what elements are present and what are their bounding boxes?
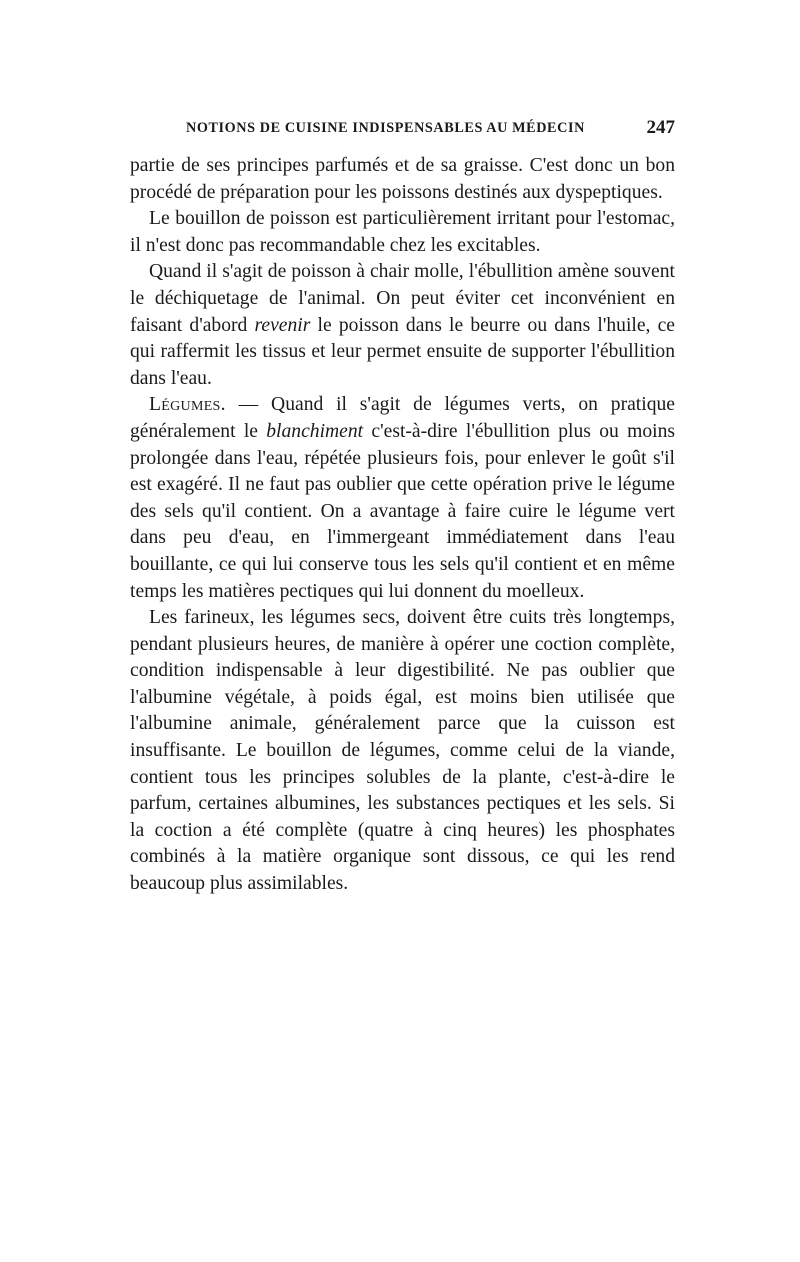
paragraph-vegetables-end: c'est-à-dire l'ébullition plus ou moins prolongée dans l'eau, répétée plusieurs fois, pour enlever le goût s'il est exagéré. Il ne faut pas oublier que cette opération prive le légume des sels qu'il contient. On a avantage à faire cuire le légume vert dans peu d'eau, en l'immergeant immédiatement dans l'eau bouillante, ce qui lui conserve tous les sels qu'il contient et en même temps les matières pectiques qui lui donnent du moelleux. xyxy=(130,420,675,602)
term-blanchiment: blanchiment xyxy=(266,420,364,442)
body-text xyxy=(130,153,675,898)
paragraph-starchy-vegetables: Les farineux, les légumes secs, doivent être cuits très longtemps, pendant plusieurs heures, de manière à opérer une coction complète, condition indispensable à leur digestibilité. Ne pas oublier que l'albumine végétale, à poids égal, est moins bien utilisée que l'albumine animale, généralement parce que la cuisson est insuffisante. Le bouillon de légumes, comme celui de la viande, contient tous les principes solubles de la plante, c'est-à-dire le parfum, certaines albumines, les substances pectiques et les sels. Si la coction a été complète (quatre à cinq heures) les phosphates combinés à la matière organique sont dissous, ce qui les rend beaucoup plus assimilables. xyxy=(130,607,675,895)
section-heading-legumes: Légumes. xyxy=(149,394,226,416)
paragraph-soft-fish-end: le poisson dans le beurre ou dans l'huile, ce qui raffermit les tissus et leur permet ensuite de supporter l'ébullition dans l'eau. xyxy=(130,314,675,389)
term-revenir: revenir xyxy=(254,314,311,336)
running-head xyxy=(130,118,675,142)
page-number: 247 xyxy=(646,117,675,138)
paragraph-vegetables-start: — Quand il s'agit de légumes verts, on pratique généralement le xyxy=(130,394,675,442)
running-title: NOTIONS DE CUISINE INDISPENSABLES AU MÉDECIN xyxy=(186,120,585,136)
paragraph-soft-fish-start: Quand il s'agit de poisson à chair molle, l'ébullition amène souvent le déchiquetage de l'animal. On peut éviter cet inconvénient en faisant d'abord xyxy=(130,261,675,336)
paragraph-vegetables xyxy=(130,392,675,605)
paragraph-soft-fish xyxy=(130,259,675,392)
paragraph-fish-preparation: partie de ses principes parfumés et de sa graisse. C'est donc un bon procédé de préparation pour les poissons destinés aux dyspeptiques. xyxy=(130,155,675,203)
paragraph-fish-broth: Le bouillon de poisson est particulièrement irritant pour l'estomac, il n'est donc pas recommandable chez les excitables. xyxy=(130,208,675,256)
